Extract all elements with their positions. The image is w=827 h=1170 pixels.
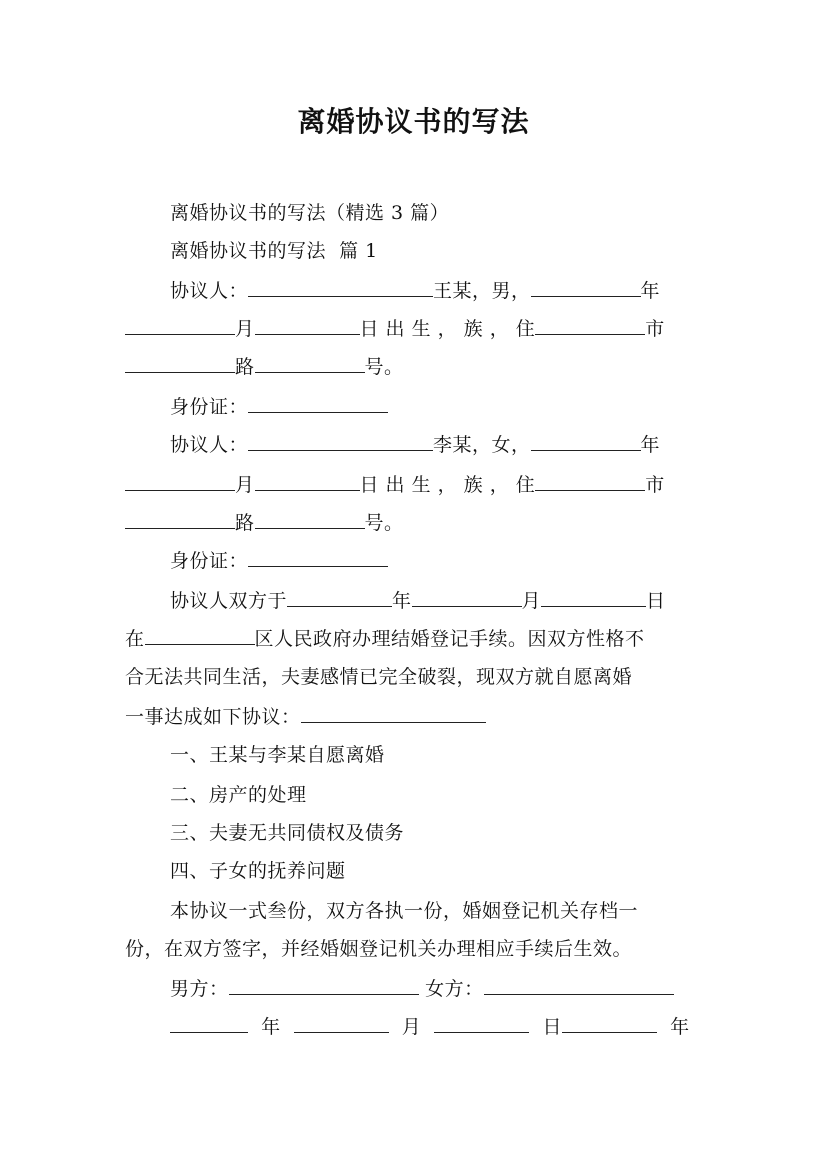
subtitle: 离婚协议书的写法（精选 3 篇）	[170, 202, 450, 224]
signature-line: 男方： 女方：	[170, 976, 750, 1002]
date-line: 年 月 日 年	[170, 1014, 750, 1040]
party2-line1: 协议人： 李某，女， 年	[170, 434, 661, 456]
item-2: 二、房产的处理	[170, 784, 307, 806]
item-3: 三、夫妻无共同债权及债务	[170, 822, 405, 844]
party2-line3: 路 号。	[125, 510, 705, 536]
party1-id: 身份证：	[170, 394, 750, 420]
section-heading: 离婚协议书的写法 篇 1	[170, 240, 378, 262]
marriage-line1: 协议人双方于 年 月 日	[170, 590, 666, 612]
party1-line2: 月 日 出 生 ， 族 ， 住 市	[125, 316, 705, 342]
marriage-line4: 一事达成如下协议：	[125, 704, 705, 730]
party2-line2: 月 日 出 生 ， 族 ， 住 市	[125, 472, 705, 498]
party2-id: 身份证：	[170, 548, 750, 574]
closing-line1: 本协议一式叁份，双方各执一份，婚姻登记机关存档一	[170, 900, 639, 922]
party1-line1: 协议人： 王某，男， 年	[170, 280, 661, 302]
item-1: 一、王某与李某自愿离婚	[170, 744, 385, 766]
marriage-line2: 在 区人民政府办理结婚登记手续。因双方性格不	[125, 628, 645, 650]
item-4: 四、子女的抚养问题	[170, 860, 346, 882]
document-title: 离婚协议书的写法	[297, 105, 530, 138]
party1-line3: 路 号。	[125, 354, 705, 380]
marriage-line3: 合无法共同生活，夫妻感情已完全破裂，现双方就自愿离婚	[125, 666, 633, 688]
closing-line2: 份，在双方签字，并经婚姻登记机关办理相应手续后生效。	[125, 938, 633, 960]
